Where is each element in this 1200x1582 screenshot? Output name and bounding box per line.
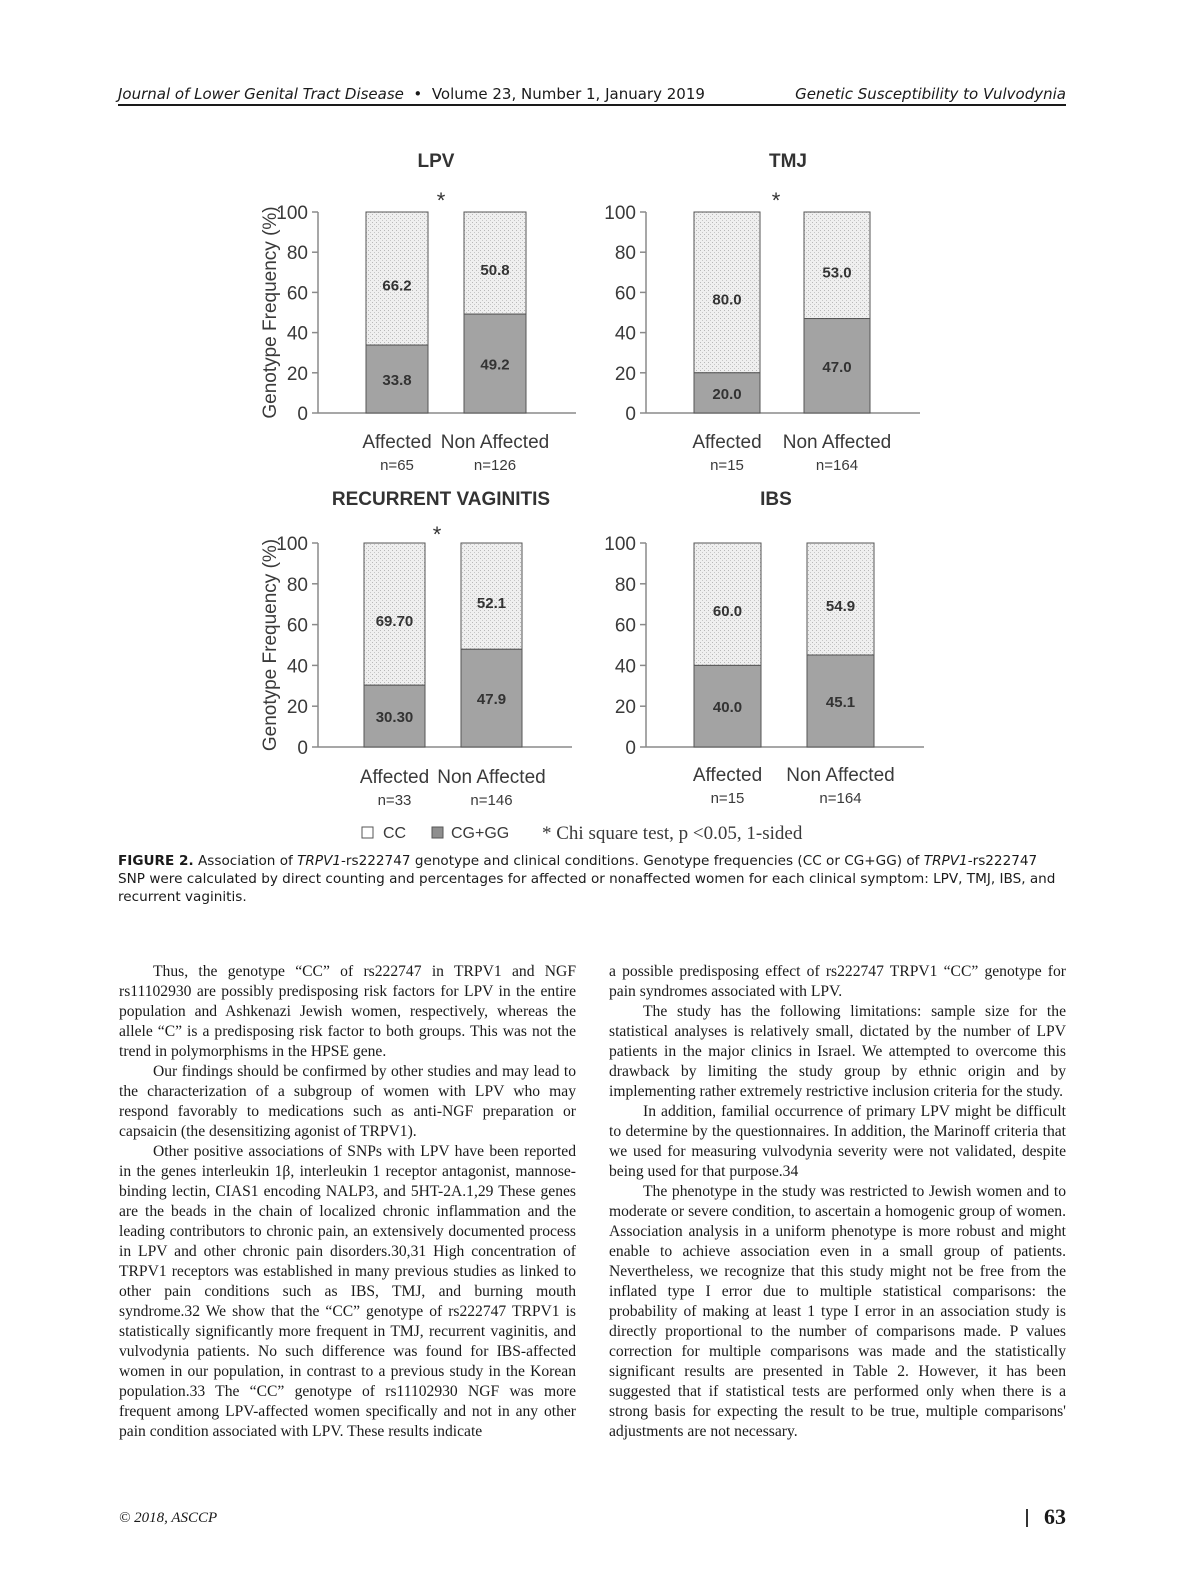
header-journal-issue: Journal of Lower Genital Tract Disease • Volume 23, Number 1, January 2019 <box>118 85 705 103</box>
data-label-cggg: 47.0 <box>822 358 852 376</box>
page-number: 63 <box>1044 1504 1066 1529</box>
caption-text-1: Association of <box>193 853 298 869</box>
sample-size-label: n=65 <box>380 457 414 474</box>
significance-marker: * <box>432 522 442 547</box>
y-tick-label: 0 <box>297 404 308 425</box>
y-tick-label: 60 <box>286 615 308 637</box>
figure-caption <box>118 852 1066 906</box>
data-label-cggg: 45.1 <box>825 693 856 711</box>
data-label-cggg: 30.30 <box>375 709 414 727</box>
y-tick-label: 80 <box>614 243 636 265</box>
data-label-cc: 52.1 <box>476 595 507 613</box>
caption-text-2: -rs222747 genotype and clinical conditions. Genotype frequencies (CC or CG+GG) of <box>341 853 924 869</box>
data-label-cc: 54.9 <box>825 597 856 615</box>
data-label-cc: 66.2 <box>382 277 412 295</box>
data-label-cc: 50.8 <box>480 262 510 280</box>
running-header <box>118 82 1066 104</box>
sample-size-label: n=33 <box>377 792 412 809</box>
chart-title: TMJ <box>769 151 807 172</box>
chart-panel-lpv <box>260 151 576 474</box>
figure-2-charts <box>0 130 1200 850</box>
data-label-cggg: 49.2 <box>480 356 510 374</box>
chart-panel-ibs <box>604 489 924 807</box>
category-label: Non Affected <box>440 432 550 453</box>
y-tick-label: 0 <box>625 404 636 425</box>
category-label: Affected <box>692 765 763 786</box>
data-label-cc: 53.0 <box>822 264 852 282</box>
data-label-cc: 69.70 <box>375 613 414 631</box>
running-title: Genetic Susceptibility to Vulvodynia <box>795 85 1066 103</box>
copyright: © 2018, ASCCP <box>119 1510 218 1526</box>
body-column-right <box>609 962 1066 1442</box>
data-label-cggg: 33.8 <box>382 372 412 390</box>
y-tick-label: 20 <box>614 363 636 385</box>
chart-title: LPV <box>417 151 455 172</box>
legend-significance-note: * Chi square test, p <0.05, 1-sided <box>542 823 803 844</box>
y-tick-label: 80 <box>286 243 308 265</box>
category-label: Non Affected <box>437 767 546 788</box>
legend-cggg-swatch <box>432 827 443 838</box>
category-label: Affected <box>359 767 430 788</box>
legend-cggg-label: CG+GG <box>451 825 510 842</box>
header-rule <box>118 104 1066 106</box>
y-tick-label: 40 <box>286 656 308 678</box>
paragraph: a possible predisposing effect of rs222747 TRPV1 “CC” genotype for pain syndromes associated with LPV. <box>609 963 1066 1000</box>
caption-text-3: -rs222747 SNP were calculated by direct counting and percentages for affected or nonaffected women for each clinical symptom: LPV, TMJ, IBS, and recurrent vaginitis. <box>118 853 1056 905</box>
y-tick-label: 100 <box>276 534 308 555</box>
figure-legend <box>362 823 803 844</box>
paragraph: Our findings should be confirmed by other studies and may lead to the characterization of a subgroup of women with LPV who may respond favorably to medications such as anti-NGF preparation or capsaicin (the desensitizing agonist of TRPV1). <box>119 1063 576 1140</box>
y-tick-label: 60 <box>286 283 308 305</box>
sample-size-label: n=15 <box>710 790 745 807</box>
sample-size-label: n=164 <box>819 790 862 807</box>
data-label-cc: 80.0 <box>712 291 742 309</box>
paragraph: In addition, familial occurrence of primary LPV might be difficult to determine by the questionnaires. In addition, the Marinoff criteria that we used for measuring vulvodynia severity were not validated, despite being used for that purpose.34 <box>609 1103 1066 1180</box>
legend-cc-swatch <box>362 827 373 838</box>
footer-divider <box>1026 1509 1028 1527</box>
issue-info: Volume 23, Number 1, January 2019 <box>431 85 705 103</box>
y-tick-label: 20 <box>614 697 636 719</box>
sample-size-label: n=15 <box>710 457 744 474</box>
y-tick-label: 80 <box>286 574 308 596</box>
body-column-left <box>119 962 576 1442</box>
sample-size-label: n=126 <box>473 457 517 474</box>
y-tick-label: 100 <box>276 203 308 224</box>
category-label: Non Affected <box>786 765 895 786</box>
journal-name: Journal of Lower Genital Tract Disease <box>118 85 404 103</box>
sample-size-label: n=146 <box>470 792 513 809</box>
significance-marker: * <box>771 188 781 213</box>
y-axis-label: Genotype Frequency (%) <box>260 206 281 419</box>
y-tick-label: 60 <box>614 283 636 305</box>
y-tick-label: 100 <box>604 203 636 224</box>
paragraph: The phenotype in the study was restricted to Jewish women and to moderate or severe condition, to ascertain a homogenic group of women. Association analysis in a uniform phenotype is more robust and might enable to achieve association even in a small group of patients. Nevertheless, we recognize that this study might not be free from the inflated type I error due to multiple statistical comparisons: the probability of making at least 1 type I error in an association study is directly proportional to the number of comparisons made. P values correction for multiple comparisons was made and the statistically significant results are presented in Table 2. However, it has been suggested that if statistical tests are performed only when there is a strong basis for expecting the result to be true, multiple comparisons' adjustments are not necessary. <box>609 1183 1066 1440</box>
caption-label: FIGURE 2. <box>118 853 194 869</box>
y-axis-label: Genotype Frequency (%) <box>260 538 281 752</box>
category-label: Affected <box>362 432 432 453</box>
y-tick-label: 0 <box>297 738 308 759</box>
y-tick-label: 40 <box>614 656 636 678</box>
chart-panel-tmj <box>604 151 920 474</box>
y-tick-label: 20 <box>286 697 308 719</box>
y-tick-label: 100 <box>604 534 636 555</box>
chart-title: RECURRENT VAGINITIS <box>331 489 551 510</box>
data-label-cc: 60.0 <box>712 603 743 621</box>
data-label-cggg: 40.0 <box>712 699 743 717</box>
paragraph: The study has the following limitations: sample size for the statistical analyses is relatively small, dictated by the number of LPV patients in the major clinics in Israel. We attempted to overcome this drawback by limiting the study group by ethnic origin and by implementing rather extremely restrictive inclusion criteria for the study. <box>609 1003 1066 1100</box>
paragraph: Other positive associations of SNPs with LPV have been reported in the genes interleukin 1β, interleukin 1 receptor antagonist, mannose-binding lectin, CIAS1 encoding NALP3, and 5HT-2A.1,29 These genes are the beads in the chain of localized chronic inflammation and the leading contributors to chronic pain, an extensively documented process in LPV and other chronic pain disorders.30,31 High concentration of TRPV1 receptors was established in many previous studies as linked to other pain conditions such as IBS, TMJ, and burning mouth syndrome.32 We show that the “CC” genotype of rs222747 TRPV1 is statistically significantly more frequent in TMJ, recurrent vaginitis, and vulvodynia patients. No such difference was found for IBS-affected women in our population, in contrast to a previous study in the Korean population.33 The “CC” genotype of rs11102930 NGF was more frequent among LPV-affected women specifically and not in any other pain condition associated with LPV. These results indicate <box>119 1143 576 1440</box>
data-label-cggg: 20.0 <box>712 385 742 403</box>
caption-gene-2: TRPV1 <box>923 853 968 869</box>
significance-marker: * <box>436 188 446 213</box>
category-label: Non Affected <box>782 432 892 453</box>
paragraph: Thus, the genotype “CC” of rs222747 in TRPV1 and NGF rs11102930 are possibly predisposing risk factors for LPV in the entire population and Ashkenazi Jewish women, respectively, whereas the allele “C” is a predisposing risk factor to both groups. This was not the trend in polymorphisms in the HPSE gene. <box>119 963 576 1060</box>
y-tick-label: 20 <box>286 363 308 385</box>
y-tick-label: 40 <box>614 323 636 345</box>
y-tick-label: 60 <box>614 615 636 637</box>
data-label-cggg: 47.9 <box>476 691 507 709</box>
caption-gene-1: TRPV1 <box>297 853 342 869</box>
chart-title: IBS <box>760 489 792 510</box>
sample-size-label: n=164 <box>815 457 859 474</box>
y-tick-label: 40 <box>286 323 308 345</box>
y-tick-label: 80 <box>614 574 636 596</box>
legend-cc-label: CC <box>383 825 407 842</box>
chart-panel-recurrent-vaginitis <box>260 489 572 809</box>
category-label: Affected <box>692 432 762 453</box>
y-tick-label: 0 <box>625 738 636 759</box>
